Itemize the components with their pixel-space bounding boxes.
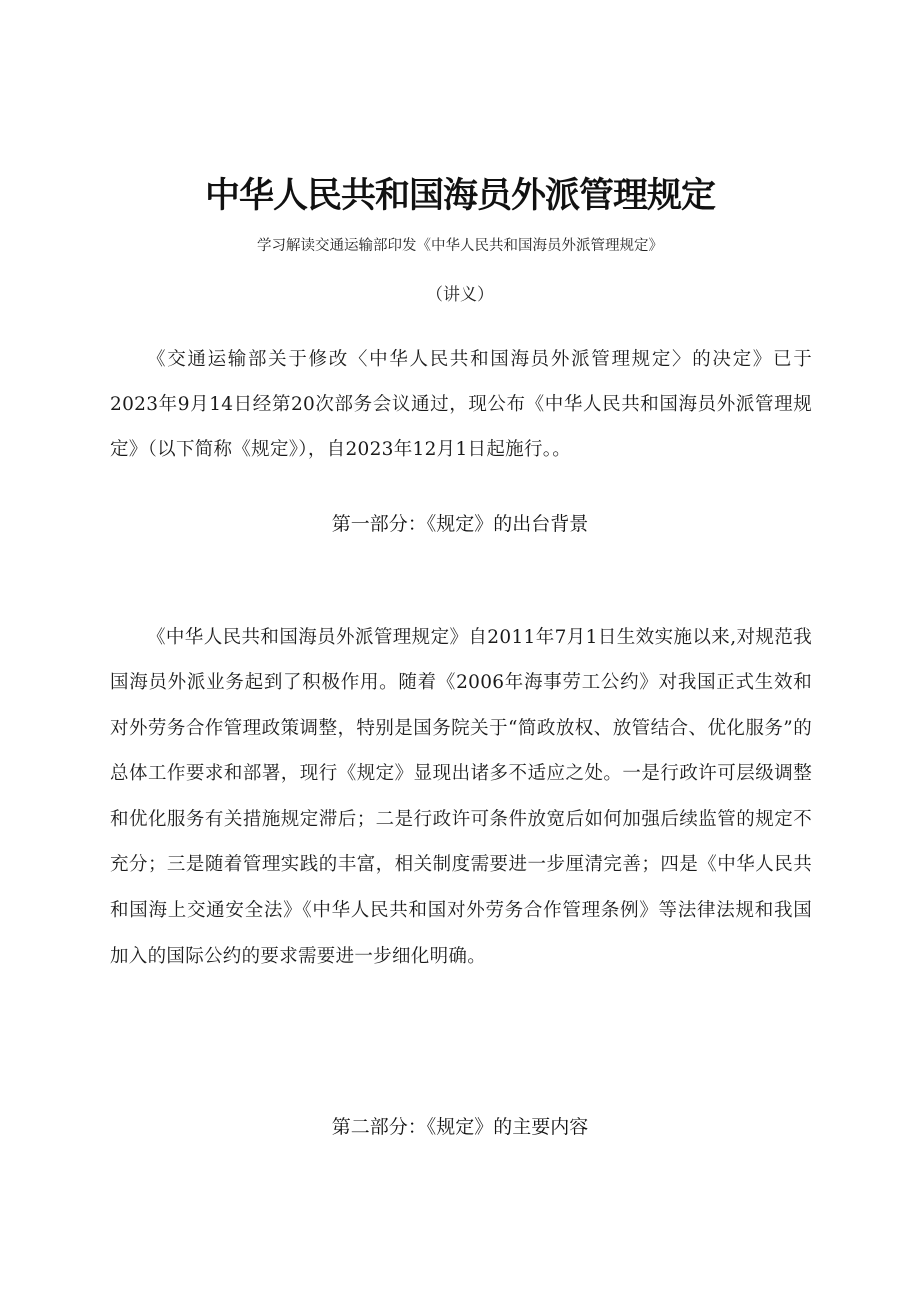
document-title: 中华人民共和国海员外派管理规定 bbox=[204, 176, 715, 216]
lecture-label: （讲义） bbox=[426, 285, 494, 305]
section-heading-main-content: 第二部分：《规定》的主要内容 bbox=[331, 1116, 589, 1138]
background-paragraph: 《中华人民共和国海员外派管理规定》自2011年7月1日生效实施以来,对规范我国海员外派业务起到了积极作用。随着《2006年海事劳工公约》对我国正式生效和对外劳务合作管理政策调整，特别是国务院关于“简政放权、放管结合、优化服务”的总体工作要求和部署，现行《规定》显现出诸多不适应之处。一是行政许可层级调整和优化服务有关措施规定滞后；二是行政许可条件放宽后如何加强后续监管的规定不充分；三是随着管理实践的丰富，相关制度需要进一步厘清完善；四是《中华人民共和国海上交通安全法》《中华人民共和国对外劳务合作管理条例》等法律法规和我国加入的国际公约的要求需要进一步细化明确。 bbox=[110, 626, 812, 967]
section-heading-background: 第一部分：《规定》的出台背景 bbox=[331, 513, 589, 535]
document-subtitle: 学习解读交通运输部印发《中华人民共和国海员外派管理规定》 bbox=[257, 238, 663, 254]
intro-paragraph: 《交通运输部关于修改〈中华人民共和国海员外派管理规定〉的决定》已于2023年9月14日经第20次部务会议通过，现公布《中华人民共和国海员外派管理规定》（以下简称《规定》），自2023年12月1日起施行。。 bbox=[110, 348, 812, 460]
